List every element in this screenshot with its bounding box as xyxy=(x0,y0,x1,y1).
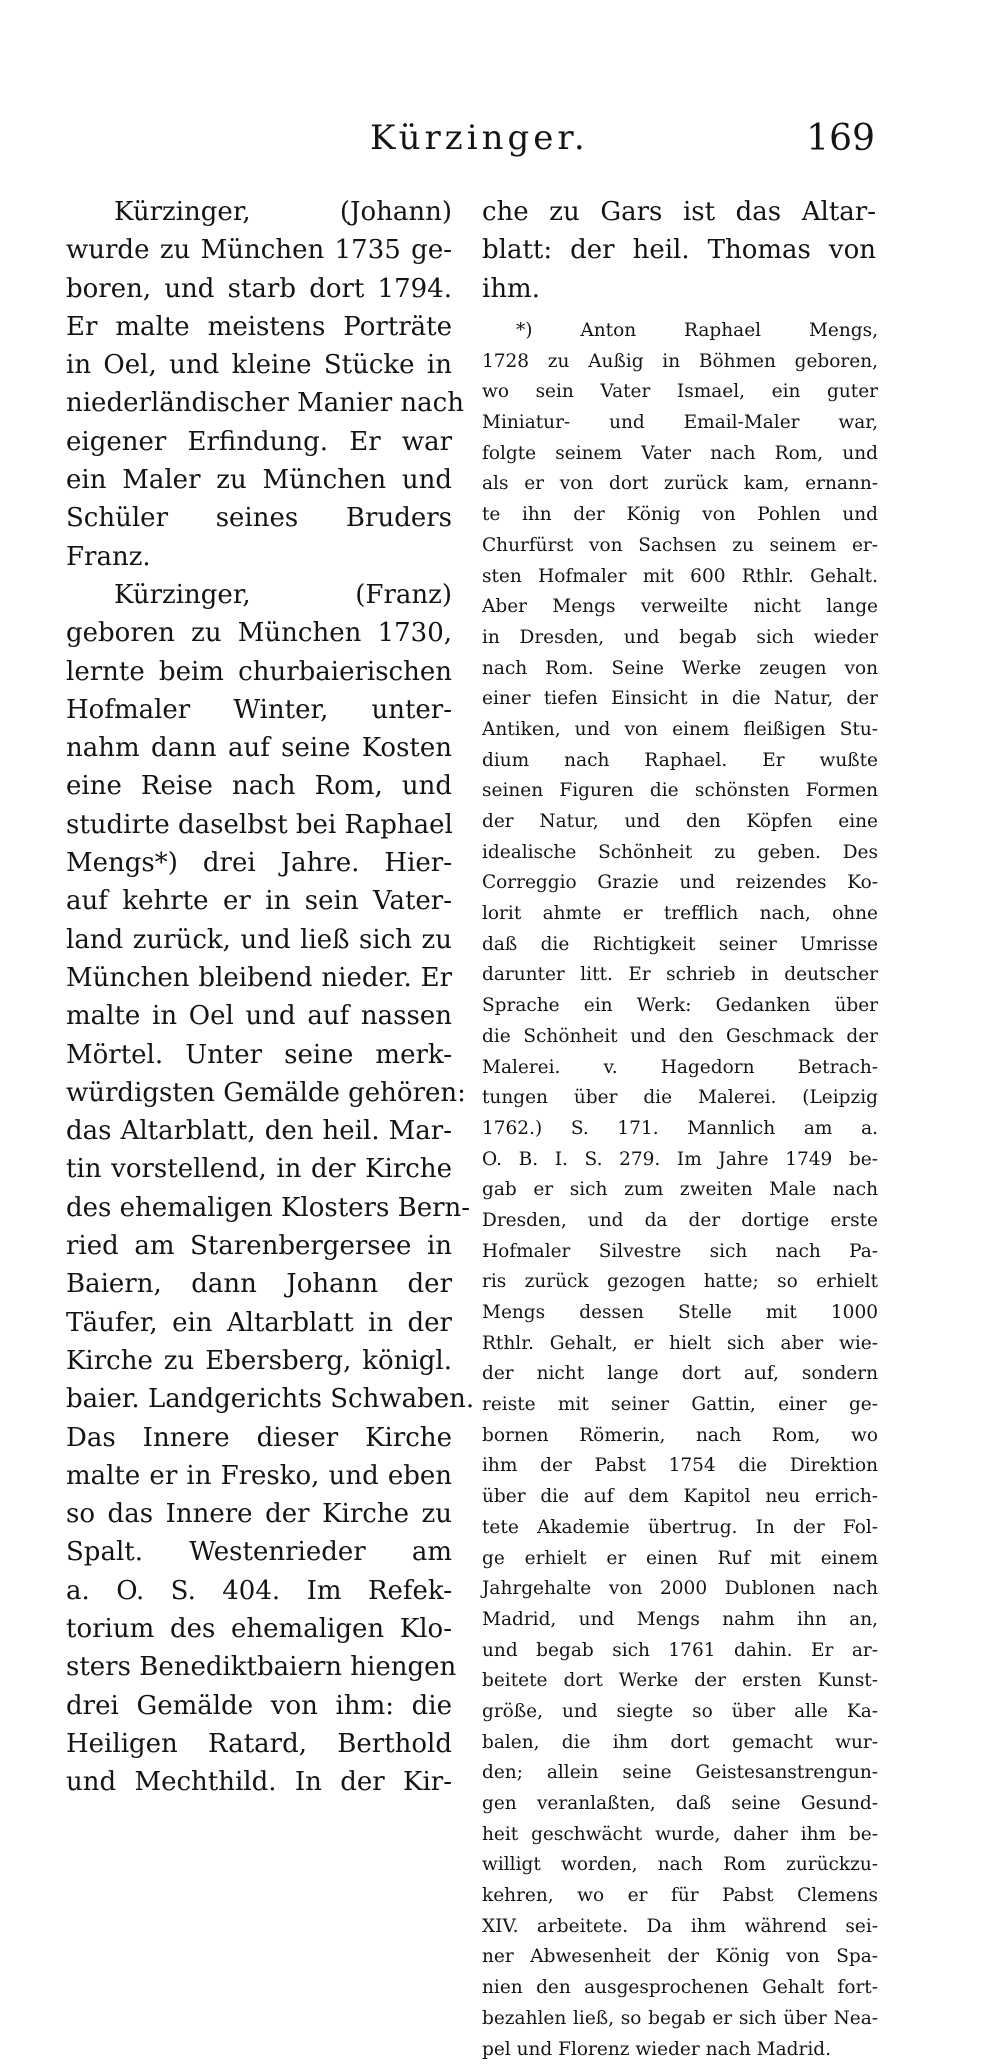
text-line: geboren zu München 1730, xyxy=(66,614,452,652)
footnote-line: tungen über die Malerei. (Leipzig xyxy=(482,1083,878,1114)
text-line: ein Maler zu München und xyxy=(66,461,452,499)
footnote-line: den; allein seine Geistesanstrengun- xyxy=(482,1758,878,1789)
text-line: malte in Oel und auf nassen xyxy=(66,997,452,1035)
text-line: in Oel, und kleine Stücke in xyxy=(66,346,452,384)
text-line: wurde zu München 1735 ge- xyxy=(66,231,452,269)
footnote-line: Malerei. v. Hagedorn Betrach- xyxy=(482,1053,878,1084)
footnote-line: tete Akademie übertrug. In der Fol- xyxy=(482,1513,878,1544)
footnote-line: kehren, wo er für Pabst Clemens xyxy=(482,1881,878,1912)
text-line: würdigsten Gemälde gehören: xyxy=(66,1074,452,1112)
footnote-line: beitete dort Werke der ersten Kunst- xyxy=(482,1666,878,1697)
footnote-line: ihm der Pabst 1754 die Direktion xyxy=(482,1451,878,1482)
footnote-line: te ihn der König von Pohlen und xyxy=(482,500,878,531)
footnote-line: Churfürst von Sachsen zu seinem er- xyxy=(482,531,878,562)
footnote-line: Mengs dessen Stelle mit 1000 xyxy=(482,1298,878,1329)
footnote-line: heit geschwächt wurde, daher ihm be- xyxy=(482,1820,878,1851)
footnote-line: Sprache ein Werk: Gedanken über xyxy=(482,991,878,1022)
footnote-line: Antiken, und von einem fleißigen Stu- xyxy=(482,715,878,746)
text-line: auf kehrte er in sein Vater- xyxy=(66,882,452,920)
footnote-line: einer tiefen Einsicht in die Natur, der xyxy=(482,684,878,715)
text-line: Schüler seines Bruders xyxy=(66,499,452,537)
footnote-line: und begab sich 1761 dahin. Er ar- xyxy=(482,1636,878,1667)
footnote-line: ge erhielt er einen Ruf mit einem xyxy=(482,1544,878,1575)
footnote-line: folgte seinem Vater nach Rom, und xyxy=(482,439,878,470)
text-line: Kürzinger, (Johann) xyxy=(66,193,452,231)
text-line: Mengs*) drei Jahre. Hier- xyxy=(66,844,452,882)
text-line: Kürzinger, (Franz) xyxy=(66,576,452,614)
footnote-line: Hofmaler Silvestre sich nach Pa- xyxy=(482,1237,878,1268)
text-line: Täufer, ein Altarblatt in der xyxy=(66,1304,452,1342)
text-line: studirte daselbst bei Raphael xyxy=(66,806,452,844)
footnote-line: 1762.) S. 171. Mannlich am a. xyxy=(482,1114,878,1145)
text-line: tin vorstellend, in der Kirche xyxy=(66,1150,452,1188)
footnote-line: wo sein Vater Ismael, ein guter xyxy=(482,377,878,408)
footnote-line: als er von dort zurück kam, ernann- xyxy=(482,469,878,500)
footnote-line: in Dresden, und begab sich wieder xyxy=(482,623,878,654)
text-line: des ehemaligen Klosters Bern- xyxy=(66,1189,452,1227)
footnote-line: reiste mit seiner Gattin, einer ge- xyxy=(482,1390,878,1421)
text-line: baier. Landgerichts Schwaben. xyxy=(66,1380,452,1418)
footnote-line: Aber Mengs verweilte nicht lange xyxy=(482,592,878,623)
page-number: 169 xyxy=(806,118,875,159)
text-line: München bleibend nieder. Er xyxy=(66,959,452,997)
text-line: Das Innere dieser Kirche xyxy=(66,1419,452,1457)
text-line: niederländischer Manier nach xyxy=(66,384,452,422)
footnote-line: Dresden, und da der dortige erste xyxy=(482,1206,878,1237)
text-line: nahm dann auf seine Kosten xyxy=(66,729,452,767)
text-line: torium des ehemaligen Klo- xyxy=(66,1610,452,1648)
text-line: so das Innere der Kirche zu xyxy=(66,1495,452,1533)
footnote-line: seinen Figuren die schönsten Formen xyxy=(482,776,878,807)
text-line: eigener Erfindung. Er war xyxy=(66,423,452,461)
text-line: che zu Gars ist das Altar- xyxy=(482,193,876,231)
text-line: malte er in Fresko, und eben xyxy=(66,1457,452,1495)
footnote-line: Rthlr. Gehalt, er hielt sich aber wie- xyxy=(482,1329,878,1360)
footnote-line: die Schönheit und den Geschmack der xyxy=(482,1022,878,1053)
footnote-line: nien den ausgesprochenen Gehalt fort- xyxy=(482,1973,878,2004)
left-column xyxy=(66,193,452,1801)
footnote-line: bezahlen ließ, so begab er sich über Nea- xyxy=(482,2004,878,2035)
footnote-line: gab er sich zum zweiten Male nach xyxy=(482,1175,878,1206)
text-line: Kirche zu Ebersberg, königl. xyxy=(66,1342,452,1380)
footnote-line: Correggio Grazie und reizendes Ko- xyxy=(482,868,878,899)
text-line: land zurück, und ließ sich zu xyxy=(66,921,452,959)
footnote-line: größe, und siegte so über alle Ka- xyxy=(482,1697,878,1728)
text-line: ried am Starenbergersee in xyxy=(66,1227,452,1265)
footnote xyxy=(482,316,878,2065)
text-line: und Mechthild. In der Kir- xyxy=(66,1763,452,1801)
text-line: ihm. xyxy=(482,270,876,308)
footnote-line: ris zurück gezogen hatte; so erhielt xyxy=(482,1267,878,1298)
text-line: Spalt. Westenrieder am xyxy=(66,1533,452,1571)
text-line: sters Benediktbaiern hiengen xyxy=(66,1648,452,1686)
text-line: a. O. S. 404. Im Refek- xyxy=(66,1572,452,1610)
right-column xyxy=(482,193,876,308)
footnote-line: dium nach Raphael. Er wußte xyxy=(482,746,878,777)
footnote-line: 1728 zu Außig in Böhmen geboren, xyxy=(482,347,878,378)
footnote-line: O. B. I. S. 279. Im Jahre 1749 be- xyxy=(482,1145,878,1176)
text-line: drei Gemälde von ihm: die xyxy=(66,1687,452,1725)
text-line: Mörtel. Unter seine merk- xyxy=(66,1036,452,1074)
running-head: Kürzinger. xyxy=(370,118,589,158)
footnote-line: XIV. arbeitete. Da ihm während sei- xyxy=(482,1912,878,1943)
text-line: boren, und starb dort 1794. xyxy=(66,270,452,308)
footnote-line: idealische Schönheit zu geben. Des xyxy=(482,838,878,869)
footnote-line: bornen Römerin, nach Rom, wo xyxy=(482,1421,878,1452)
text-line: das Altarblatt, den heil. Mar- xyxy=(66,1112,452,1150)
footnote-line: über die auf dem Kapitol neu errich- xyxy=(482,1482,878,1513)
text-line: blatt: der heil. Thomas von xyxy=(482,231,876,269)
footnote-line: daß die Richtigkeit seiner Umrisse xyxy=(482,930,878,961)
text-line: lernte beim churbaierischen xyxy=(66,653,452,691)
footnote-line: darunter litt. Er schrieb in deutscher xyxy=(482,960,878,991)
footnote-line: *) Anton Raphael Mengs, xyxy=(482,316,878,347)
footnote-line: Jahrgehalte von 2000 Dublonen nach xyxy=(482,1574,878,1605)
footnote-line: willigt worden, nach Rom zurückzu- xyxy=(482,1850,878,1881)
footnote-line: ner Abwesenheit der König von Spa- xyxy=(482,1942,878,1973)
text-line: Franz. xyxy=(66,538,452,576)
footnote-line: der Natur, und den Köpfen eine xyxy=(482,807,878,838)
footnote-line: Madrid, und Mengs nahm ihn an, xyxy=(482,1605,878,1636)
footnote-line: Miniatur- und Email-Maler war, xyxy=(482,408,878,439)
footnote-line: gen veranlaßten, daß seine Gesund- xyxy=(482,1789,878,1820)
text-line: eine Reise nach Rom, und xyxy=(66,767,452,805)
text-line: Hofmaler Winter, unter- xyxy=(66,691,452,729)
footnote-line: sten Hofmaler mit 600 Rthlr. Gehalt. xyxy=(482,562,878,593)
footnote-line: der nicht lange dort auf, sondern xyxy=(482,1359,878,1390)
footnote-line: pel und Florenz wieder nach Madrid. xyxy=(482,2035,878,2065)
footnote-line: lorit ahmte er trefflich nach, ohne xyxy=(482,899,878,930)
text-line: Er malte meistens Porträte xyxy=(66,308,452,346)
text-line: Heiligen Ratard, Berthold xyxy=(66,1725,452,1763)
footnote-line: nach Rom. Seine Werke zeugen von xyxy=(482,654,878,685)
text-line: Baiern, dann Johann der xyxy=(66,1265,452,1303)
footnote-line: balen, die ihm dort gemacht wur- xyxy=(482,1728,878,1759)
